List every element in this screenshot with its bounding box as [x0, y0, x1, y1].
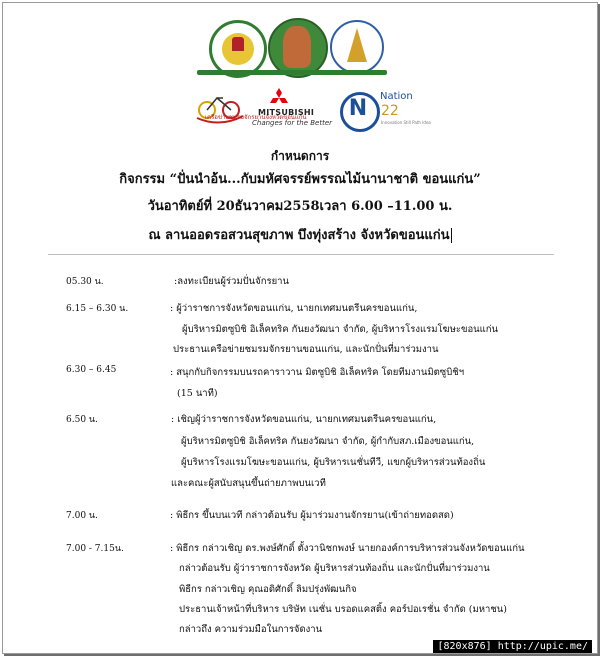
image-host-watermark[interactable]: [820x876] http://upic.me/: [433, 640, 592, 653]
schedule-time: 6.15 – 6.30 น.: [66, 304, 129, 314]
schedule-time: 7.00 - 7.15น.: [66, 544, 124, 554]
mitsubishi-name: MITSUBISHI: [258, 108, 315, 117]
schedule-line: : พิธีกร ขึ้นบนเวที กล่าวต้อนรับ ผู้มาร่วมงานจักรยาน(เข้าถ่ายทอดสด): [170, 510, 454, 521]
nation-n-letter: N: [348, 96, 368, 121]
schedule-line: และคณะผู้สนับสนุนขึ้นถ่ายภาพบนเวที: [171, 478, 326, 489]
schedule-line: ประธานเครือข่ายชมรมจักรยานขอนแก่น, และนักปั่นที่มาร่วมงาน: [173, 344, 439, 355]
schedule-time: 6.30 – 6.45: [66, 365, 117, 375]
schedule-line: ผู้บริหารมิตซูบิชิ อิเล็คทริค กันยงวัฒนา จำกัด, ผู้กำกับสภ.เมืองขอนแก่น,: [181, 436, 475, 447]
cycling-club-name: เครือข่ายชมรมจักรยานจังหวัดขอนแก่น: [205, 114, 307, 121]
schedule-line: พิธีกร กล่าวเชิญ คุณอดิศักดิ์ ลิมปรุ่งพัฒนกิจ: [179, 584, 357, 595]
page-title: กำหนดการ: [270, 149, 330, 163]
schedule-time: 6.50 น.: [66, 415, 98, 425]
date-line: วันอาทิตย์ที่ 20ธันวาคม2558เวลา 6.00 –11.00 น.: [147, 199, 453, 214]
schedule-line: :ลงทะเบียนผู้ร่วมปั่นจักรยาน: [174, 276, 289, 287]
schedule-line: : เชิญผู้ว่าราชการจังหวัดขอนแก่น, นายกเทศมนตรีนครขอนแก่น,: [171, 414, 437, 425]
schedule-line: : พิธีกร กล่าวเชิญ ดร.พงษ์ศักดิ์ ตั้งวานิชกพงษ์ นายกองค์การบริหารส่วนจังหวัดขอนแก่น: [170, 543, 525, 554]
schedule-line: : ผู้ว่าราชการจังหวัดขอนแก่น, นายกเทศมนตรีนครขอนแก่น,: [170, 303, 418, 314]
schedule-time: 05.30 น.: [66, 277, 104, 287]
schedule-line: ผู้บริหารมิตซูบิชิ อิเล็คทริค กันยงวัฒนา จำกัด, ผู้บริหารโรงแรมโฆษะขอนแก่น: [182, 324, 499, 335]
nation-number: 22: [381, 103, 399, 119]
place-line: ณ ลานออดรอสวนสุขภาพ บึงทุ่งสร้าง จังหวัดขอนแก่น: [148, 228, 450, 243]
activity-title: กิจกรรม “ปั่นนำอ้น...กับมหัศจรรย์พรรณไม้นานาชาติ ขอนแก่น”: [119, 172, 481, 187]
schedule-time: 7.00 น.: [66, 511, 98, 521]
schedule-line: กล่าวถึง ความร่วมมือในการจัดงาน: [179, 624, 323, 635]
nation-name: Nation: [380, 91, 413, 102]
nation-subtitle: Innovation Still Path Idea: [381, 120, 431, 125]
schedule-line: กล่าวต้อนรับ ผู้ว่าราชการจังหวัด ผู้บริหารส่วนท้องถิ่น และนักปั่นที่มาร่วมงาน: [179, 563, 490, 574]
schedule-line: (15 นาที): [177, 388, 218, 399]
schedule-line: ผู้บริหารโรงแรมโฆษะขอนแก่น, ผู้บริหารเนชั่นทีวี, แขกผู้บริหารส่วนท้องถิ่น: [181, 457, 486, 468]
schedule-line: : สนุกกับกิจกรรมบนรถคาราวาน มิตซูบิชิ อิเล็คทริค โดยทีมงานมิตซูบิชิฯ: [170, 367, 465, 378]
mitsubishi-tagline: Changes for the Better: [252, 119, 333, 127]
schedule-line: ประธานเจ้าหน้าที่บริหาร บริษัท เนชั่น บรอดแคสติ้ง คอร์ปอเรชั่น จำกัด (มหาชน): [179, 604, 507, 615]
